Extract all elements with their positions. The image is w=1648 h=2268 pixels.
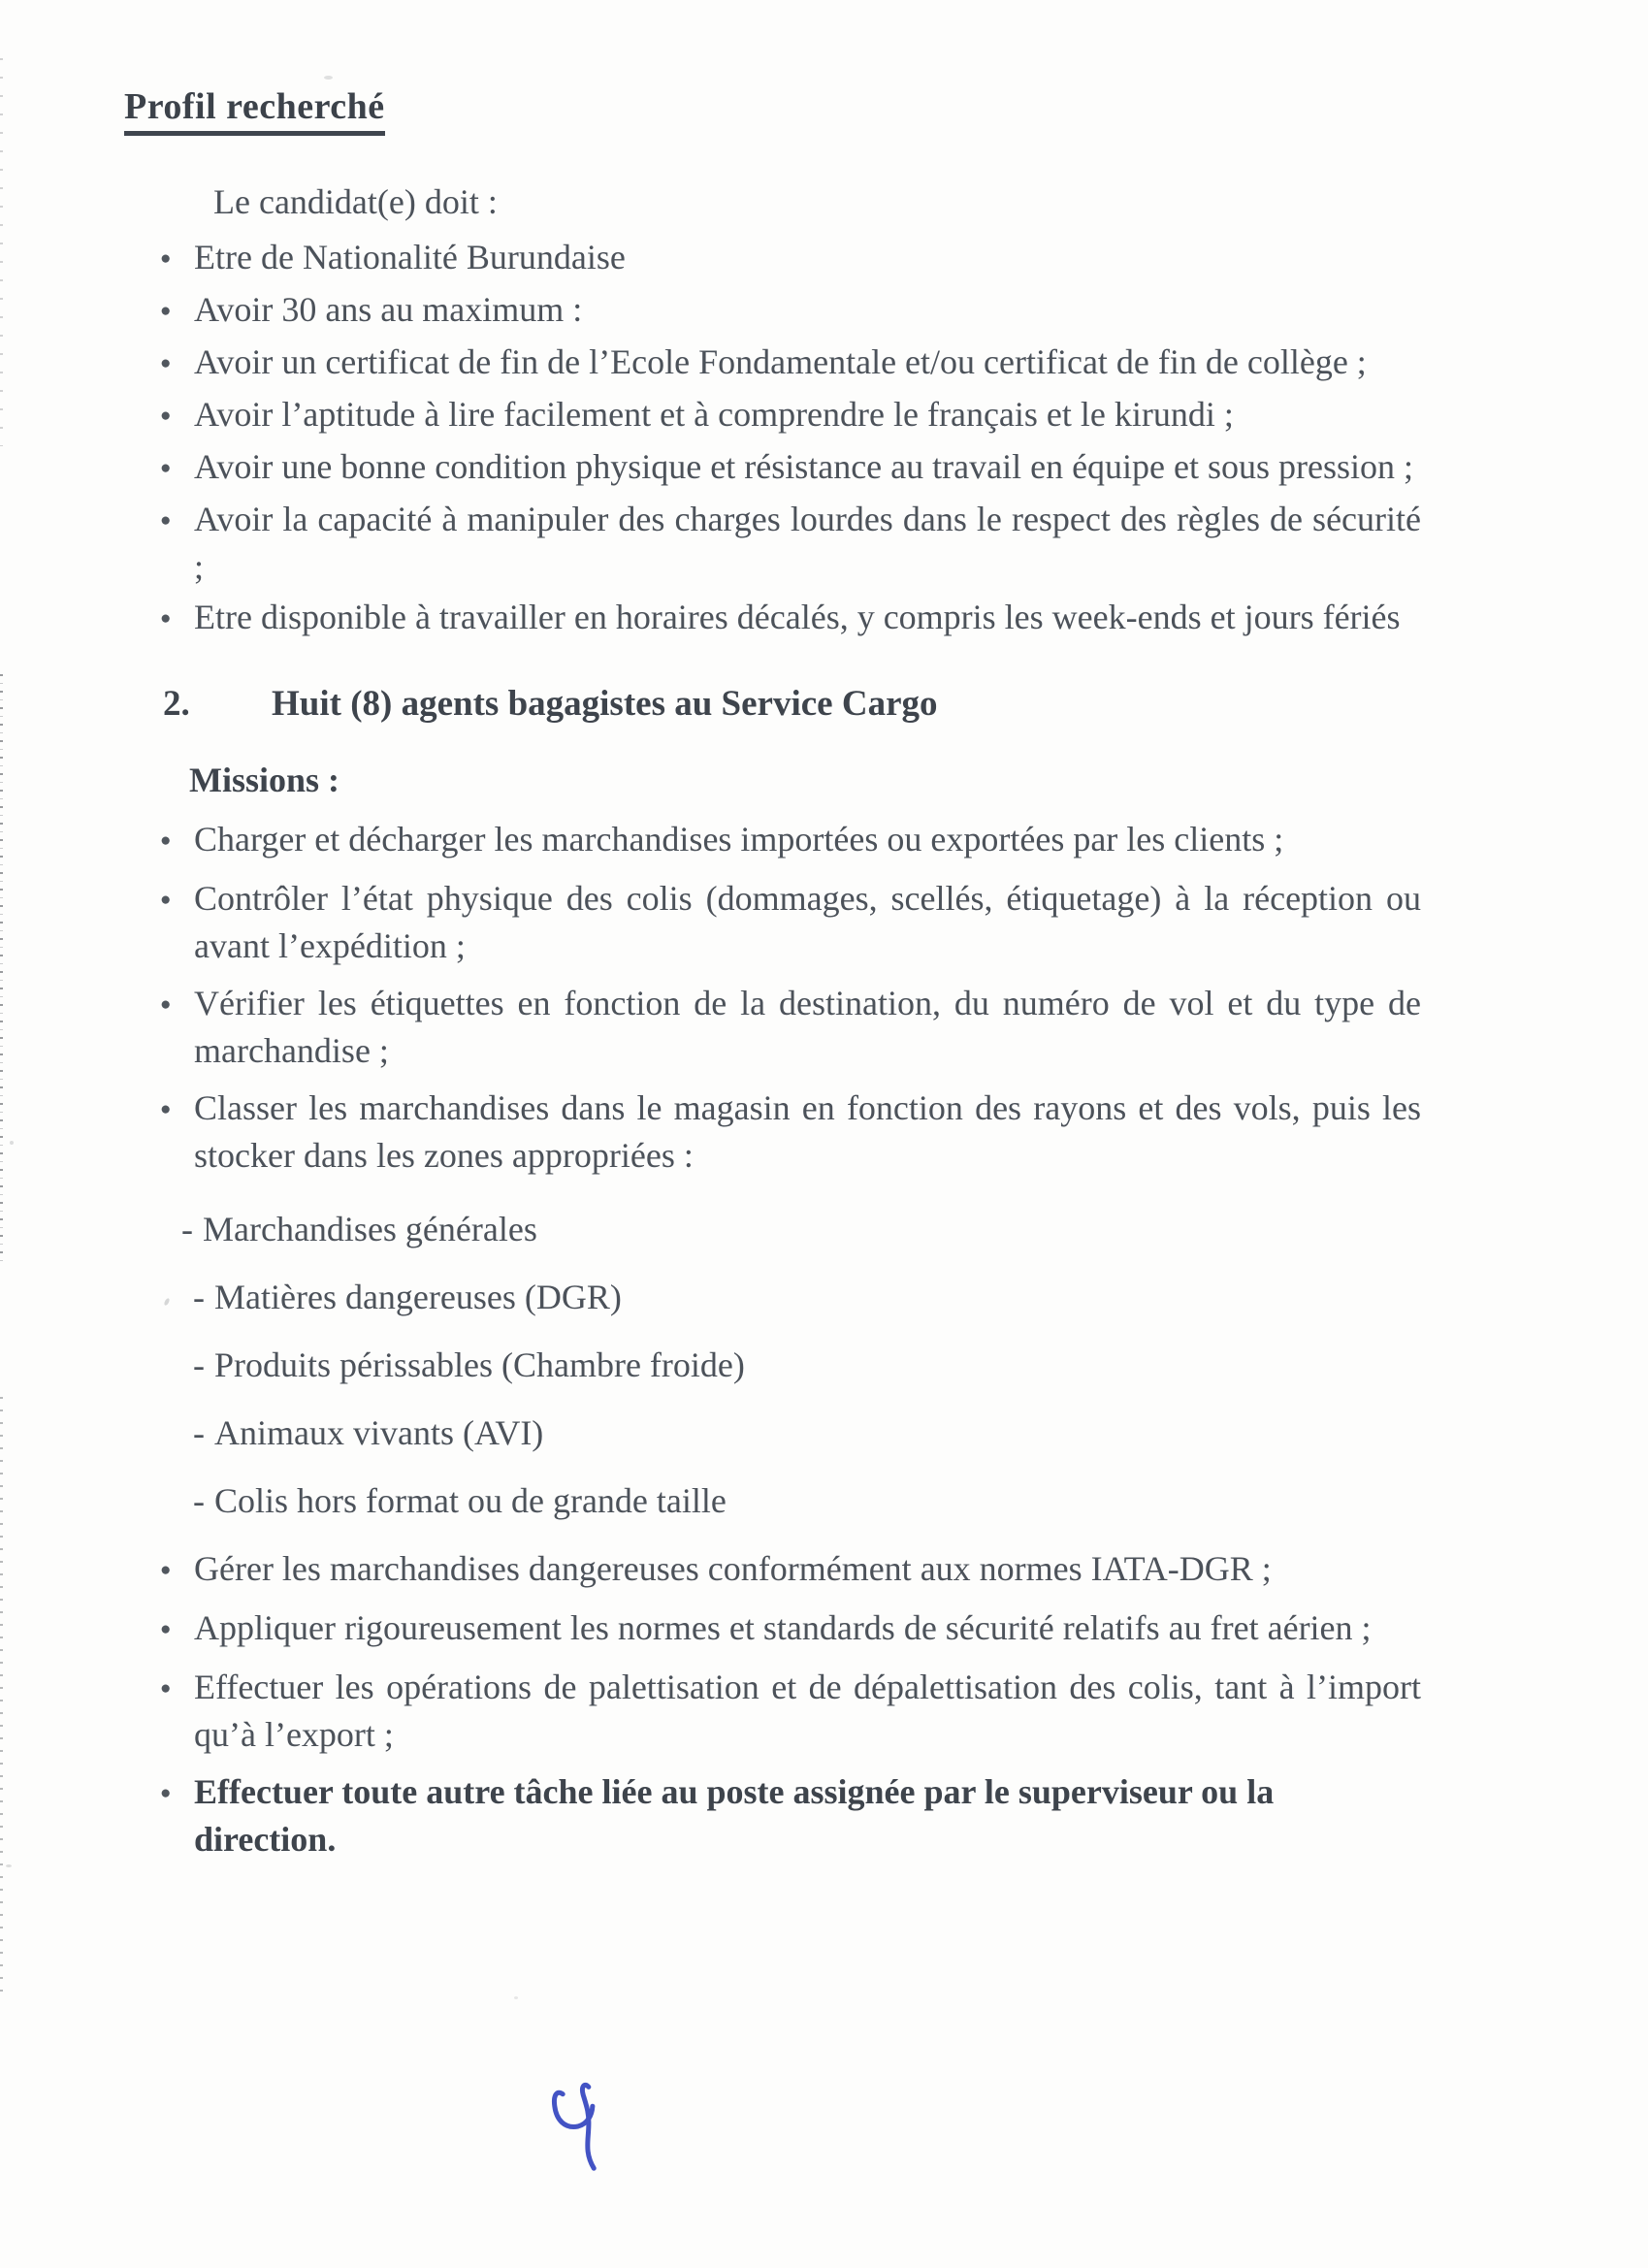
- bullet-text: Etre disponible à travailler en horaires décalés, y compris les week-ends et jours fériés: [194, 598, 1401, 636]
- bullet-text: Effectuer toute autre tâche liée au poste assignée par le superviseur ou la direction.: [194, 1772, 1275, 1859]
- dash-text: Colis hors format ou de grande taille: [214, 1481, 727, 1520]
- page-title: Profil recherché: [124, 85, 385, 136]
- scan-speck: [514, 1996, 518, 1999]
- dash-icon: -: [193, 1413, 205, 1452]
- handwritten-page-number: [545, 2077, 610, 2177]
- bullet-icon: ●: [160, 1099, 172, 1119]
- list-item: [160, 1085, 1421, 1180]
- list-item: [160, 339, 1421, 388]
- profile-bullet-list: [0, 234, 1421, 643]
- bullet-icon: ●: [160, 248, 172, 269]
- bullet-text: Avoir la capacité à manipuler des charges lourdes dans le respect des règles de sécurité ;: [194, 500, 1421, 586]
- list-item: [160, 816, 1421, 865]
- bullet-icon: ●: [160, 890, 172, 910]
- bullet-text: Effectuer les opérations de palettisation et de dépalettisation des colis, tant à l’import qu’à l’export ;: [194, 1668, 1421, 1754]
- bullet-text: Avoir 30 ans au maximum :: [194, 290, 583, 329]
- bullet-icon: ●: [160, 1783, 172, 1803]
- bullet-icon: ●: [160, 1678, 172, 1699]
- missions-bullet-list-b: [0, 1545, 1421, 1863]
- list-item: [160, 1664, 1421, 1759]
- bullet-icon: ●: [160, 1619, 172, 1639]
- bullet-text: Etre de Nationalité Burundaise: [194, 238, 626, 276]
- list-item: [193, 1274, 1442, 1321]
- scan-speck: [324, 76, 333, 80]
- bullet-icon: ●: [160, 458, 172, 478]
- dash-icon: -: [193, 1345, 205, 1384]
- bullet-text: Gérer les marchandises dangereuses conformément aux normes IATA-DGR ;: [194, 1549, 1272, 1588]
- section-title: Huit (8) agents bagagistes au Service Cargo: [272, 684, 938, 724]
- list-item: [160, 1604, 1421, 1654]
- bullet-icon: ●: [160, 301, 172, 321]
- dash-text: Matières dangereuses (DGR): [214, 1278, 622, 1316]
- dash-icon: -: [181, 1210, 193, 1248]
- missions-bullet-list-a: [0, 816, 1421, 1180]
- list-item: [193, 1409, 1442, 1457]
- dash-text: Produits périssables (Chambre froide): [214, 1345, 745, 1384]
- bullet-icon: ●: [160, 994, 172, 1015]
- bullet-text: Avoir l’aptitude à lire facilement et à comprendre le français et le kirundi ;: [194, 395, 1234, 434]
- bullet-icon: ●: [160, 353, 172, 373]
- bullet-text: Appliquer rigoureusement les normes et standards de sécurité relatifs au fret aérien ;: [194, 1608, 1372, 1647]
- list-item: [193, 1342, 1442, 1389]
- dash-icon: -: [193, 1481, 205, 1520]
- cargo-category-list: [181, 1206, 1442, 1525]
- list-item: [193, 1477, 1442, 1525]
- dash-text: Animaux vivants (AVI): [214, 1413, 544, 1452]
- bullet-icon: ●: [160, 510, 172, 531]
- bullet-icon: ●: [160, 830, 172, 851]
- handwritten-4-icon: [545, 2077, 610, 2177]
- list-item: [160, 234, 1421, 283]
- section-number: 2.: [163, 684, 190, 724]
- dash-text: Marchandises générales: [203, 1210, 537, 1248]
- list-item: [181, 1206, 1442, 1253]
- bullet-text: Charger et décharger les marchandises importées ou exportées par les clients ;: [194, 820, 1284, 859]
- bullet-icon: ●: [160, 1560, 172, 1580]
- missions-label: Missions :: [189, 761, 340, 799]
- scan-speck: [6, 1864, 12, 1867]
- list-item: [160, 980, 1421, 1075]
- list-item: [160, 875, 1421, 970]
- intro-line: Le candidat(e) doit :: [213, 182, 498, 221]
- section-heading: [163, 680, 1648, 728]
- list-item: [160, 1545, 1421, 1595]
- list-item: [160, 391, 1421, 440]
- bullet-text: Avoir une bonne condition physique et résistance au travail en équipe et sous pression ;: [194, 447, 1414, 486]
- bullet-icon: ●: [160, 608, 172, 629]
- dash-icon: -: [193, 1278, 205, 1316]
- bullet-text: Classer les marchandises dans le magasin en fonction des rayons et des vols, puis les stocker dans les zones appropriées :: [194, 1088, 1421, 1175]
- list-item: [160, 496, 1421, 591]
- bullet-text: Vérifier les étiquettes en fonction de la destination, du numéro de vol et du type de marchandise ;: [194, 984, 1421, 1070]
- scan-speck: [163, 1298, 170, 1307]
- list-item: [160, 286, 1421, 336]
- bullet-icon: ●: [160, 405, 172, 426]
- list-item: [160, 443, 1421, 493]
- bullet-text: Contrôler l’état physique des colis (dommages, scellés, étiquetage) à la réception ou avant l’expédition ;: [194, 879, 1421, 965]
- list-item: [160, 594, 1421, 643]
- list-item: [160, 1768, 1421, 1863]
- bullet-text: Avoir un certificat de fin de l’Ecole Fondamentale et/ou certificat de fin de collège ;: [194, 342, 1367, 381]
